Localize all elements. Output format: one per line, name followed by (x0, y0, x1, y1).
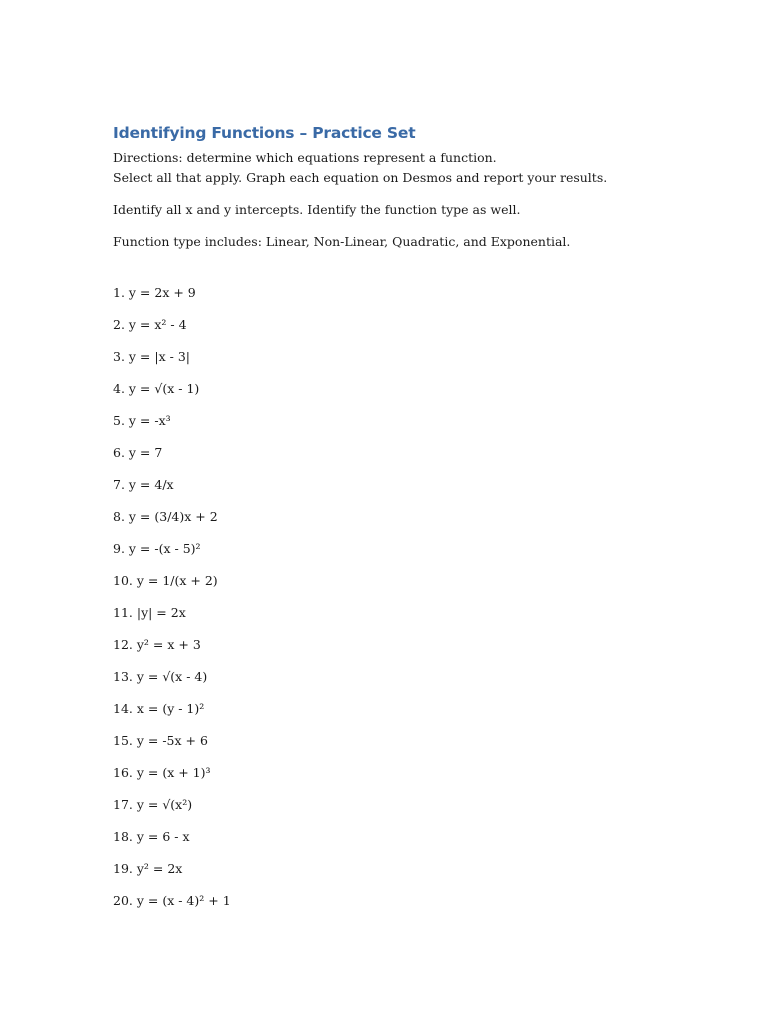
equation-item: 20. y = (x - 4)² + 1 (113, 893, 231, 908)
function-types-instruction: Function type includes: Linear, Non-Linear, Quadratic, and Exponential. (113, 234, 571, 249)
equation-item: 6. y = 7 (113, 445, 163, 460)
intercepts-instruction: Identify all x and y intercepts. Identify the function type as well. (113, 202, 521, 217)
equation-item: 13. y = √(x - 4) (113, 669, 208, 684)
equation-item: 1. y = 2x + 9 (113, 285, 196, 300)
equation-item: 19. y² = 2x (113, 861, 183, 876)
equation-item: 2. y = x² - 4 (113, 317, 187, 332)
equation-item: 5. y = -x³ (113, 413, 171, 428)
equation-item: 8. y = (3/4)x + 2 (113, 509, 218, 524)
equation-item: 17. y = √(x²) (113, 797, 193, 812)
equation-item: 15. y = -5x + 6 (113, 733, 208, 748)
equation-item: 18. y = 6 - x (113, 829, 190, 844)
equation-item: 16. y = (x + 1)³ (113, 765, 211, 780)
equation-item: 12. y² = x + 3 (113, 637, 201, 652)
directions-line-2: Select all that apply. Graph each equation on Desmos and report your results. (113, 170, 608, 185)
equation-item: 3. y = |x - 3| (113, 349, 190, 364)
equation-item: 9. y = -(x - 5)² (113, 541, 201, 556)
equation-item: 4. y = √(x - 1) (113, 381, 200, 396)
document-title: Identifying Functions – Practice Set (113, 124, 416, 142)
equation-item: 11. |y| = 2x (113, 605, 186, 620)
directions-line-1: Directions: determine which equations represent a function. (113, 150, 497, 165)
equation-item: 10. y = 1/(x + 2) (113, 573, 218, 588)
equation-item: 7. y = 4/x (113, 477, 174, 492)
equation-item: 14. x = (y - 1)² (113, 701, 205, 716)
